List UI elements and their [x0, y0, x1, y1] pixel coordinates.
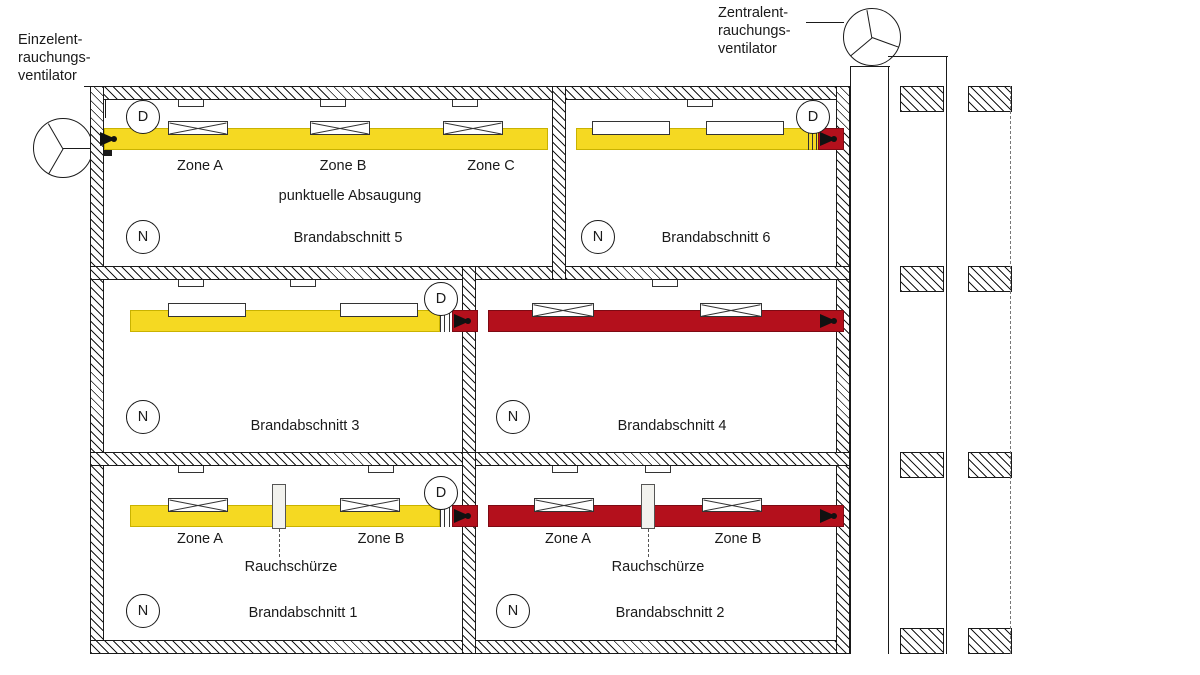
ceiling-stub-ba2-1 [552, 466, 578, 473]
smoke-curtain-ba2 [641, 484, 655, 529]
wall-top [90, 86, 850, 100]
wall-stub-far-4 [968, 628, 1012, 654]
grille-ba1-zone-a [168, 498, 228, 512]
label-brandabschnitt-5: Brandabschnitt 5 [293, 230, 403, 246]
damper-ba5 [100, 132, 118, 146]
leader-top-fan [806, 22, 844, 23]
ceiling-stub-ba2-2 [645, 466, 671, 473]
label-zentralentrauchungsventilator-line3: ventilator [718, 41, 777, 57]
smoke-curtain-ba1 [272, 484, 286, 529]
grille-ba5-zone-a [168, 121, 228, 135]
ceiling-stub-ba5-3 [452, 100, 478, 107]
label-zentralentrauchungsventilator-line2: rauchungs- [718, 23, 791, 39]
grille-ba2-zone-b [702, 498, 762, 512]
node-n-ba1: N [126, 594, 160, 628]
ceiling-stub-ba1-2 [368, 466, 394, 473]
node-n-ba6: N [581, 220, 615, 254]
label-zone-b-ba5: Zone B [319, 158, 367, 174]
label-punktuelle-absaugung: punktuelle Absaugung [278, 188, 422, 204]
duct-opening-ba3-2 [340, 303, 418, 317]
node-d-ba5: D [126, 100, 160, 134]
wall-right [836, 86, 850, 654]
wall-stub-right-3 [900, 452, 944, 478]
node-d-ba6: D [796, 100, 830, 134]
damper-ba1 [454, 509, 472, 523]
label-brandabschnitt-4: Brandabschnitt 4 [617, 418, 727, 434]
node-n-ba5: N [126, 220, 160, 254]
label-zone-a-ba1: Zone A [177, 531, 223, 547]
wall-stub-right-1 [900, 86, 944, 112]
grille-ba5-zone-b [310, 121, 370, 135]
ceiling-stub-ba6-1 [687, 100, 713, 107]
label-brandabschnitt-6: Brandabschnitt 6 [661, 230, 771, 246]
label-brandabschnitt-2: Brandabschnitt 2 [615, 605, 725, 621]
label-zentralentrauchungsventilator-line1: Zentralent- [718, 5, 789, 21]
smoke-curtain-ba1-leader [279, 529, 280, 557]
damper-ba2 [820, 509, 838, 523]
building-right-boundary [946, 56, 947, 654]
label-zone-c-ba5: Zone C [467, 158, 515, 174]
wall-vertical-upper [552, 86, 566, 280]
label-brandabschnitt-1: Brandabschnitt 1 [248, 605, 358, 621]
damper-ba4 [820, 314, 838, 328]
label-zone-b-ba2: Zone B [714, 531, 762, 547]
wall-stub-far-3 [968, 452, 1012, 478]
wall-stub-right-4 [900, 628, 944, 654]
duct-opening-ba6-1 [592, 121, 670, 135]
label-einzelentrauchungsventilator-line2: rauchungs- [18, 50, 91, 66]
shaft-right-edge [888, 66, 889, 654]
label-zone-a-ba2: Zone A [545, 531, 591, 547]
building-right-top-edge [888, 56, 948, 57]
ceiling-stub-ba4-1 [652, 280, 678, 287]
label-zone-a-ba5: Zone A [177, 158, 223, 174]
wall-stub-far-2 [968, 266, 1012, 292]
shaft-left-edge [850, 66, 851, 654]
wall-stub-right-2 [900, 266, 944, 292]
duct-opening-ba6-2 [706, 121, 784, 135]
smoke-curtain-ba2-leader [648, 529, 649, 557]
ceiling-stub-ba3-1 [178, 280, 204, 287]
damper-ba3 [454, 314, 472, 328]
node-d-ba3: D [424, 282, 458, 316]
node-n-ba3: N [126, 400, 160, 434]
duct-opening-ba3-1 [168, 303, 246, 317]
grille-ba5-zone-c [443, 121, 503, 135]
fan-einzelentrauchungsventilator [33, 118, 93, 178]
grille-ba2-zone-a [534, 498, 594, 512]
grille-ba4-1 [532, 303, 594, 317]
shaft-top-edge [850, 66, 890, 67]
node-n-ba2: N [496, 594, 530, 628]
label-einzelentrauchungsventilator-line3: ventilator [18, 68, 77, 84]
grille-ba1-zone-b [340, 498, 400, 512]
wall-stub-far-1 [968, 86, 1012, 112]
node-d-ba1: D [424, 476, 458, 510]
damper-ba6 [820, 132, 838, 146]
wall-vertical-middle [462, 266, 476, 466]
grille-ba4-2 [700, 303, 762, 317]
label-zone-b-ba1: Zone B [357, 531, 405, 547]
ceiling-stub-ba5-1 [178, 100, 204, 107]
ceiling-stub-ba5-2 [320, 100, 346, 107]
label-rauchschuerze-ba1: Rauchschürze [244, 559, 338, 575]
label-rauchschuerze-ba2: Rauchschürze [611, 559, 705, 575]
node-n-ba4: N [496, 400, 530, 434]
label-brandabschnitt-3: Brandabschnitt 3 [250, 418, 360, 434]
ceiling-stub-ba1-1 [178, 466, 204, 473]
ceiling-stub-ba3-2 [290, 280, 316, 287]
dashed-boundary-right [1010, 86, 1011, 654]
label-einzelentrauchungsventilator-line1: Einzelent- [18, 32, 83, 48]
wall-left [90, 86, 104, 654]
wall-vertical-lower [462, 452, 476, 654]
